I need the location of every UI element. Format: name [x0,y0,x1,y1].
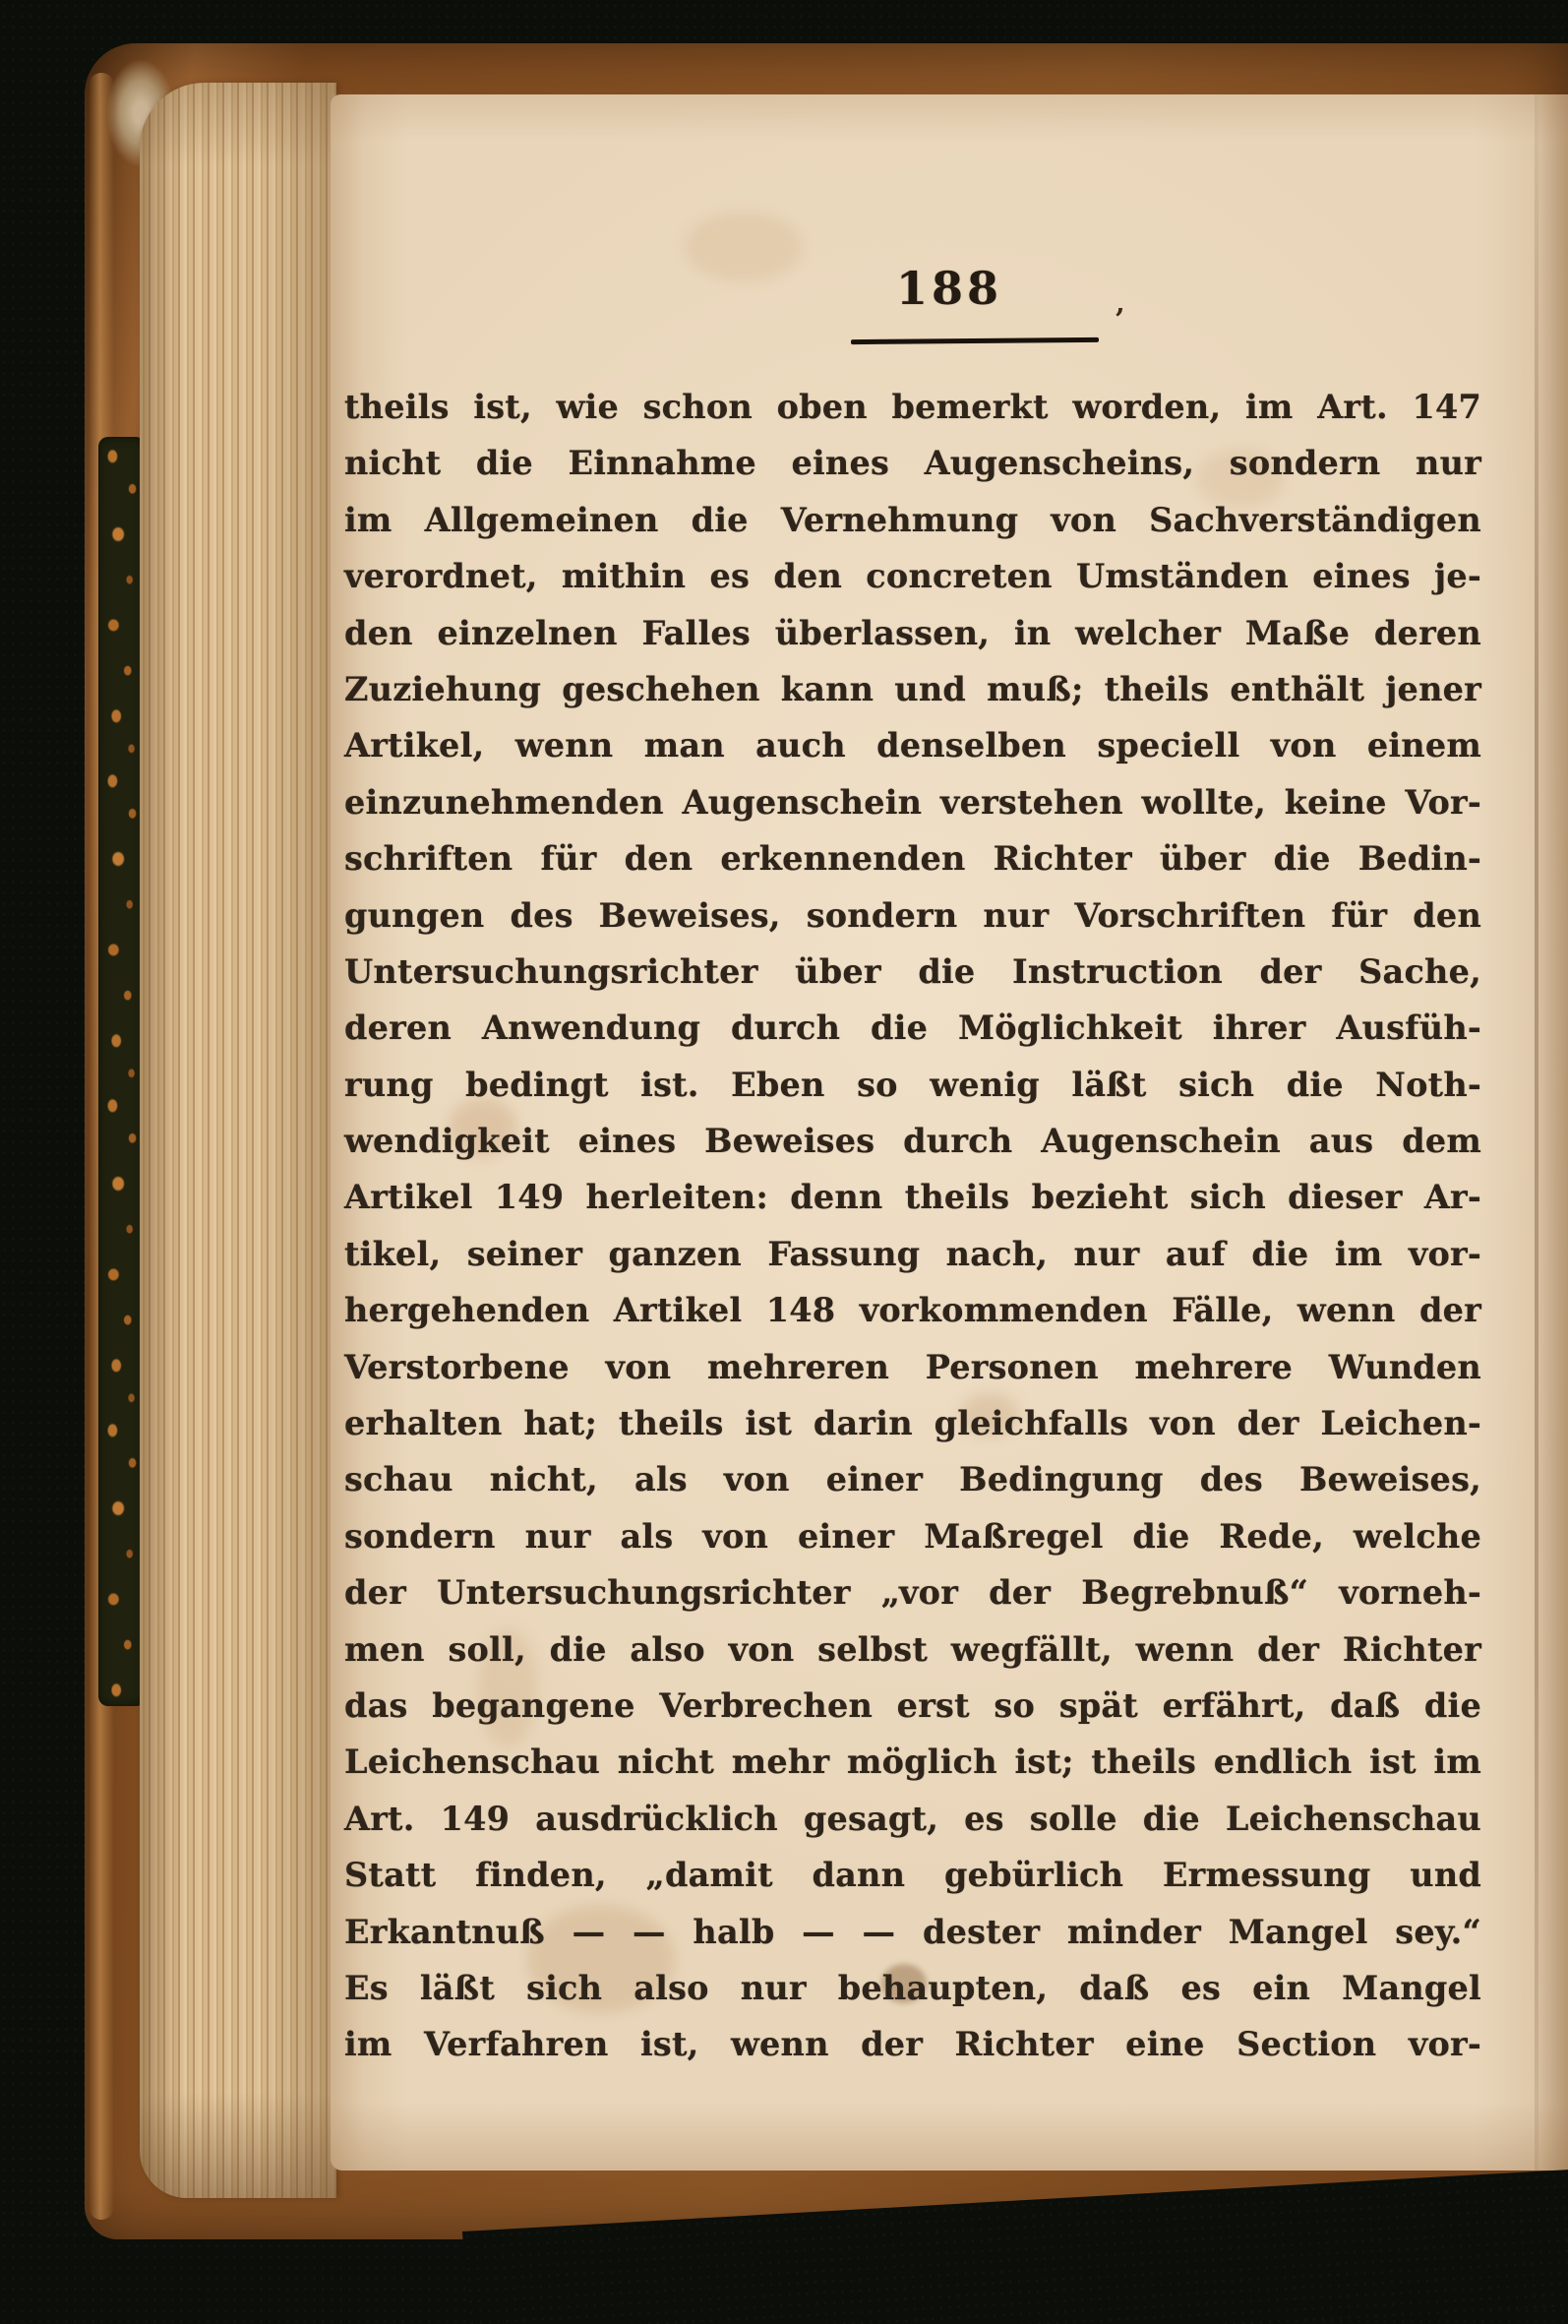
page-edge-stack [140,83,336,2198]
text-line: einzunehmenden Augenschein verstehen wollte, keine Vor- [344,782,1481,822]
text-line: gungen des Beweises, sondern nur Vorschriften für den [344,895,1481,935]
text-line: hergehenden Artikel 148 vorkommenden Fälle, wenn der [344,1291,1481,1330]
text-line: Verstorbene von mehreren Personen mehrere Wunden [344,1347,1481,1386]
body-text [344,379,1481,2073]
text-line: im Verfahren ist, wenn der Richter eine Section vor- [344,2025,1481,2064]
text-line: verordnet, mithin es den concreten Umständen eines je- [344,557,1481,596]
text-line: wendigkeit eines Beweises durch Augenschein aus dem [344,1122,1481,1161]
text-line: schriften für den erkennenden Richter über die Bedin- [344,839,1481,879]
text-line: der Untersuchungsrichter „vor der Begrebnuß“ vorneh- [344,1573,1481,1613]
text-line: Es läßt sich also nur behaupten, daß es ein Mangel [344,1968,1481,2007]
text-line: im Allgemeinen die Vernehmung von Sachverständigen [344,500,1481,539]
text-line: deren Anwendung durch die Möglichkeit ihrer Ausfüh- [344,1009,1481,1048]
page-number: 188 [895,262,1003,315]
text-line: Untersuchungsrichter über die Instruction der Sache, [344,951,1481,991]
text-line: theils ist, wie schon oben bemerkt worden, im Art. 147 [344,388,1481,426]
text-line: Statt finden, „damit dann gebürlich Ermessung und [344,1856,1481,1895]
text-line: rung bedingt ist. Eben so wenig läßt sich die Noth- [344,1065,1481,1104]
text-line: Leichenschau nicht mehr möglich ist; theils endlich ist im [344,1743,1481,1782]
ink-speck: ’ [1115,303,1125,337]
text-line: Artikel, wenn man auch denselben speciell von einem [344,726,1481,765]
book-cover [85,43,1568,2239]
text-line: schau nicht, als von einer Bedingung des Beweises, [344,1460,1481,1499]
text-line: das begangene Verbrechen erst so spät erfährt, daß die [344,1685,1481,1725]
marbled-board-edge [98,437,146,1706]
page-number-rule [851,337,1099,344]
text-line: sondern nur als von einer Maßregel die Rede, welche [344,1516,1481,1556]
text-line: Erkantnuß — — halb — — dester minder Mangel sey.“ [344,1912,1481,1951]
text-line: Art. 149 ausdrücklich gesagt, es solle die Leichenschau [344,1799,1481,1838]
text-line: Zuziehung geschehen kann und muß; theils enthält jener [344,669,1481,708]
text-line: erhalten hat; theils ist darin gleichfalls von der Leichen- [344,1404,1481,1443]
text-line: Artikel 149 herleiten: denn theils bezieht sich dieser Ar- [344,1178,1481,1217]
book-page [331,94,1568,2171]
text-line: den einzelnen Falles überlassen, in welcher Maße deren [344,613,1481,652]
page-fold-shadow [1538,94,1568,2171]
text-line: men soll, die also von selbst wegfällt, wenn der Richter [344,1629,1481,1669]
text-line: tikel, seiner ganzen Fassung nach, nur auf die im vor- [344,1234,1481,1273]
text-line: nicht die Einnahme eines Augenscheins, sondern nur [344,444,1481,483]
